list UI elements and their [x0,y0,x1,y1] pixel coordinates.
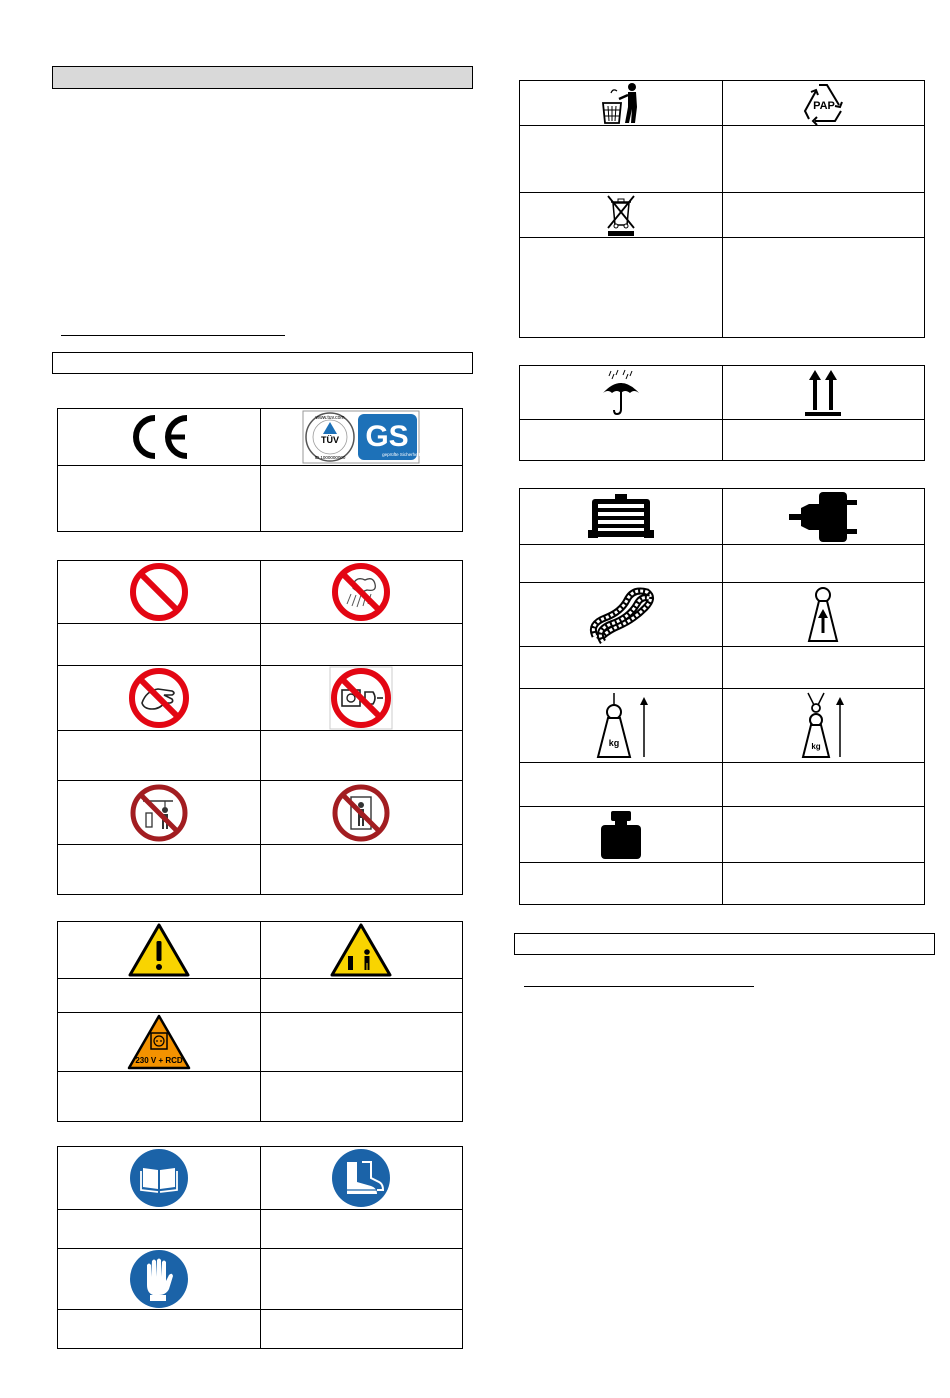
keep-dry-icon [599,369,643,417]
wear-gloves-cell [58,1249,261,1310]
lifting-weight-cell [520,689,723,763]
empty-cell [520,763,723,807]
suspended-load-warning-icon [329,922,393,978]
lifting-weight-pulley-cell [722,689,925,763]
weee-bin-icon [605,193,637,237]
gs-sub-text: geprüfte Sicherheit [382,452,421,457]
empty-cell [260,466,463,532]
disposal-table [519,80,925,338]
plug-cell [722,489,925,545]
empty-cell [58,466,261,532]
no-hand-contact-icon [128,667,190,729]
ce-mark-cell [58,409,261,466]
tuv-url-text: www.tuv.com [315,415,345,421]
kg-label: kg [608,737,620,748]
technical-data-header-bar [514,933,935,955]
general-warning-cell [58,922,261,979]
lifting-direction-icon [801,585,845,645]
packaging-table [519,365,925,461]
empty-cell [722,647,925,689]
empty-cell [260,845,463,895]
no-disconnect-plug-cell [260,666,463,731]
tuv-gs-mark [302,410,420,464]
empty-cell [520,126,723,193]
tuv-gs-cell [260,409,463,466]
empty-cell [722,807,925,863]
plug-icon [787,490,859,544]
technical-table [519,488,925,905]
empty-cell [520,545,723,583]
no-standing-under-load-icon [129,783,189,843]
empty-cell [520,420,723,461]
lifting-direction-cell [722,583,925,647]
no-spray-water-icon [331,562,391,622]
general-warning-icon [127,922,191,978]
mandatory-table [57,1146,463,1349]
lifting-weight-pulley-icon [796,691,850,761]
empty-cell [58,1310,261,1349]
no-person-transport-icon [331,783,391,843]
empty-cell [722,238,925,338]
this-way-up-icon [803,368,843,418]
weight-icon [599,809,643,861]
no-standing-under-load-cell [58,781,261,845]
tuv-id-text: ID 1000000000 [314,455,346,460]
no-person-transport-cell [260,781,463,845]
empty-cell [722,545,925,583]
empty-cell [260,731,463,781]
empty-cell [58,731,261,781]
empty-cell [260,979,463,1013]
section-header-bar [52,66,473,89]
empty-cell [58,845,261,895]
voltage-rcd-warning-icon [126,1013,192,1071]
symbols-header-bar [52,352,473,374]
voltage-rcd-warning-cell [58,1013,261,1072]
heading-underline [61,335,285,336]
wear-gloves-icon [129,1249,189,1309]
prohibition-table [57,560,463,895]
weee-bin-cell [520,193,723,238]
empty-cell [722,763,925,807]
rcd-label: 230 V + RCD [135,1056,183,1065]
empty-cell [58,979,261,1013]
wear-safety-boots-cell [260,1147,463,1210]
technical-data-underline [524,986,754,987]
read-manual-cell [58,1147,261,1210]
paper-recycling-icon [799,81,847,125]
empty-cell [260,1072,463,1122]
kg-label-pulley: kg [811,741,821,751]
empty-cell [260,1013,463,1072]
gs-text: GS [365,420,409,453]
paper-recycling-cell [722,81,925,126]
ce-mark [127,413,191,461]
empty-cell [722,420,925,461]
keep-dry-cell [520,366,723,420]
no-spray-water-cell [260,561,463,624]
empty-cell [58,624,261,666]
empty-cell [260,624,463,666]
waste-bin-icon [599,81,643,125]
this-way-up-cell [722,366,925,420]
prohibition-icon [129,562,189,622]
empty-cell [260,1249,463,1310]
empty-cell [260,1210,463,1249]
motor-icon [586,492,656,542]
suspended-load-warning-cell [260,922,463,979]
warning-table [57,921,463,1122]
empty-cell [58,1072,261,1122]
empty-cell [58,1210,261,1249]
empty-cell [722,126,925,193]
prohibition-cell [58,561,261,624]
empty-cell [722,193,925,238]
motor-cell [520,489,723,545]
no-hand-contact-cell [58,666,261,731]
waste-bin-cell [520,81,723,126]
empty-cell [722,863,925,905]
wear-safety-boots-icon [331,1148,391,1208]
pap-label: PAP [813,100,836,112]
rope-cell [520,583,723,647]
empty-cell [520,647,723,689]
empty-cell [520,238,723,338]
tuv-text: TÜV [321,435,340,445]
read-manual-icon [129,1148,189,1208]
empty-cell [260,1310,463,1349]
rope-icon [585,584,657,646]
weight-cell [520,807,723,863]
certification-table [57,408,463,532]
lifting-weight-icon [588,691,654,761]
empty-cell [520,863,723,905]
no-disconnect-plug-icon [329,666,393,730]
